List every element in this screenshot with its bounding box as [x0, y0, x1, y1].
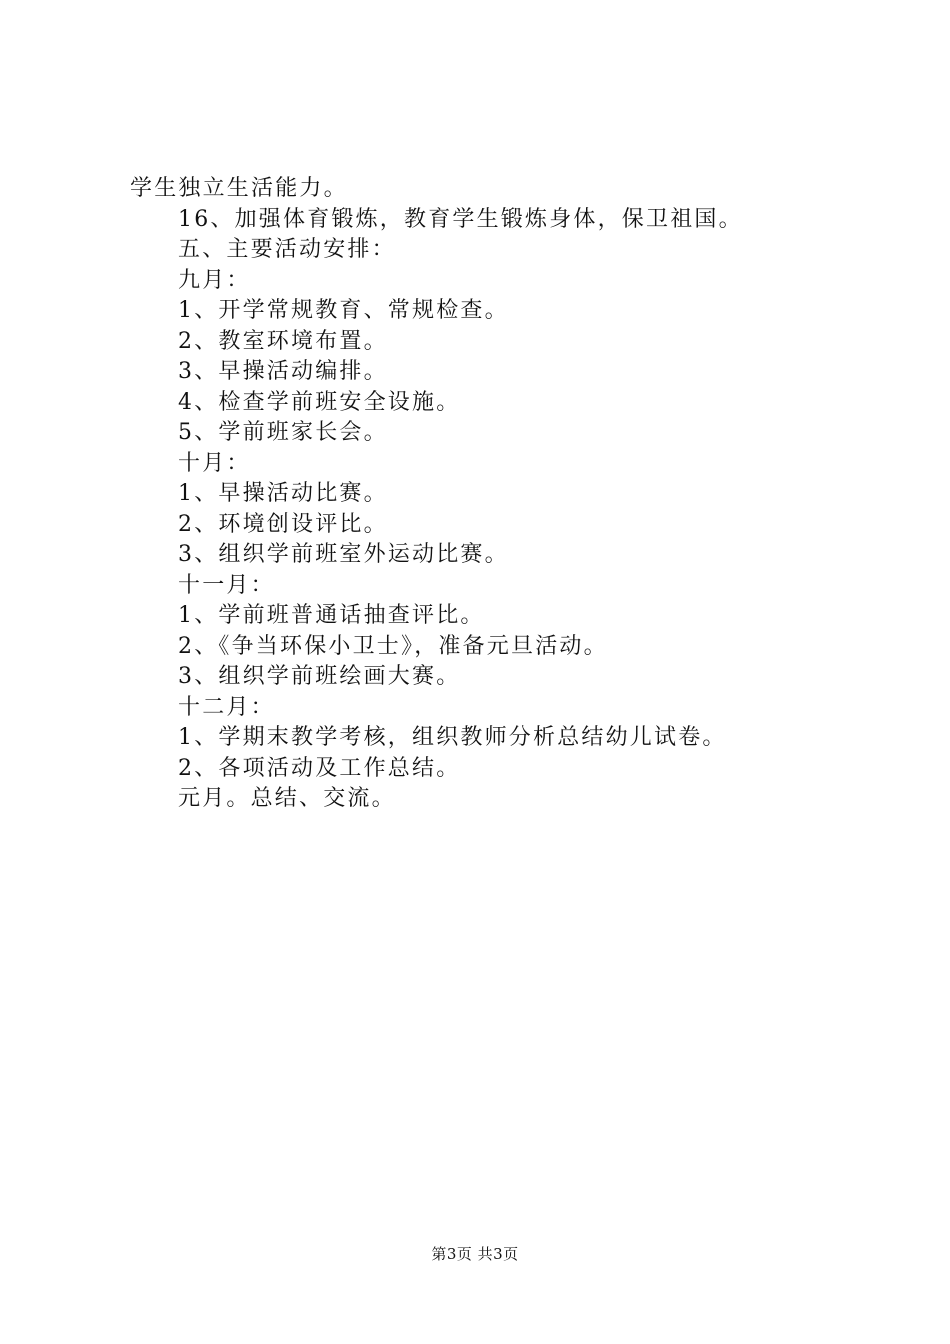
page-footer: 第3页 共3页 [431, 1245, 519, 1263]
text-line: 学生独立生活能力。 [130, 176, 348, 201]
document-body [130, 174, 830, 815]
text-line: 2、《争当环保小卫士》，准备元旦活动。 [178, 633, 608, 659]
text-line: 1、学前班普通话抽查评比。 [178, 603, 485, 628]
text-line: 3、组织学前班室外运动比赛。 [178, 542, 509, 567]
text-line: 5、学前班家长会。 [178, 420, 388, 445]
text-line: 2、各项活动及工作总结。 [178, 755, 461, 781]
text-line: 十二月： [178, 694, 275, 720]
text-line: 五、主要活动安排： [178, 237, 396, 262]
text-line: 2、教室环境布置。 [178, 328, 388, 354]
text-line: 2、环境创设评比。 [178, 511, 388, 537]
text-line: 九月： [178, 267, 251, 293]
text-line: 3、早操活动编排。 [178, 359, 388, 384]
text-line: 1、开学常规教育、常规检查。 [178, 298, 509, 323]
text-line: 16、加强体育锻炼，教育学生锻炼身体，保卫祖国。 [178, 206, 743, 232]
text-line: 元月。总结、交流。 [178, 786, 396, 811]
text-line: 十一月： [178, 572, 275, 598]
text-line: 1、学期末教学考核，组织教师分析总结幼儿试卷。 [178, 725, 727, 750]
text-line: 3、组织学前班绘画大赛。 [178, 664, 461, 689]
text-line: 十月： [178, 450, 251, 476]
text-line: 1、早操活动比赛。 [178, 481, 388, 506]
text-line: 4、检查学前班安全设施。 [178, 389, 461, 415]
